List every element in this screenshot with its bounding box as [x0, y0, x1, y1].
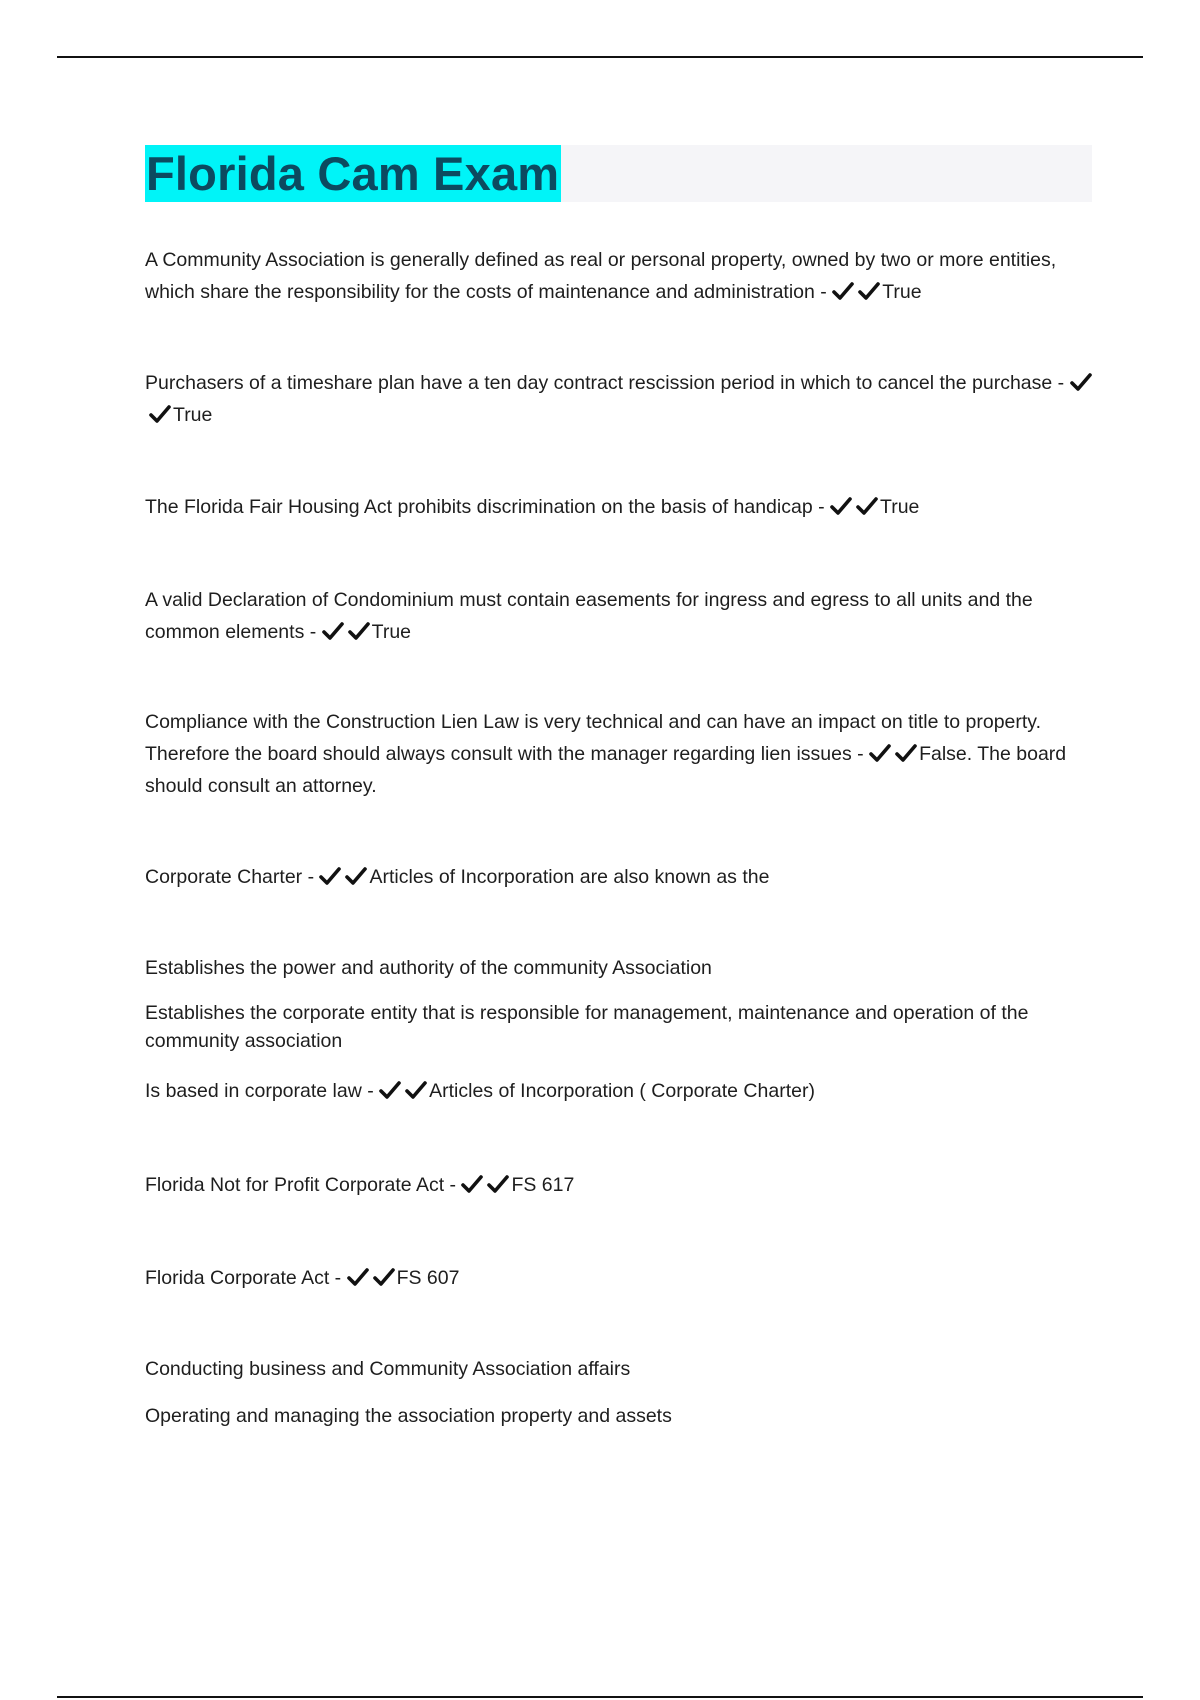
page-title: Florida Cam Exam [146, 147, 560, 200]
answer-text: True [880, 496, 920, 518]
qa-entry [145, 491, 1095, 523]
answer-text: True [173, 404, 213, 426]
question-text: The Florida Fair Housing Act prohibits discrimination on the basis of handicap - [145, 496, 831, 518]
checkmark-icon [322, 621, 344, 641]
checkmark-icon [1070, 372, 1092, 392]
qa-entry [145, 1169, 1095, 1201]
checkmark-icon [858, 281, 880, 301]
title-highlight [145, 145, 561, 202]
qa-entry [145, 706, 1095, 802]
answer-text: False. The board should consult an attorney. [145, 743, 1067, 797]
checkmark-icon [895, 743, 917, 763]
qa-entry [145, 584, 1095, 648]
answer-text: Articles of Incorporation are also known as the [369, 866, 770, 888]
answer-text: FS 617 [511, 1174, 575, 1196]
question-text: Purchasers of a timeshare plan have a ten day contract rescission period in which to cancel the purchase - [145, 372, 1070, 394]
answer-text: True [371, 621, 412, 643]
checkmark-icon [856, 496, 878, 516]
checkmark-icon [830, 496, 852, 516]
question-text: A Community Association is generally defined as real or personal property, owned by two or more entities, which share the responsibility for the costs of maintenance and administration - [145, 249, 1057, 303]
body-line: Establishes the power and authority of the community Association [145, 957, 712, 979]
qa-entry [145, 861, 1095, 893]
bottom-rule [57, 1696, 1143, 1698]
checkmark-icon [149, 404, 171, 424]
checkmark-icon [487, 1174, 509, 1194]
checkmark-icon [319, 866, 341, 886]
answer-text: Articles of Incorporation ( Corporate Charter) [429, 1080, 815, 1102]
question-text: Florida Not for Profit Corporate Act - [145, 1174, 462, 1196]
checkmark-icon [869, 743, 891, 763]
qa-entry [145, 1262, 1095, 1294]
checkmark-icon [832, 281, 854, 301]
checkmark-icon [461, 1174, 483, 1194]
question-text: Florida Corporate Act - [145, 1267, 347, 1289]
checkmark-icon [405, 1080, 427, 1100]
question-text: Is based in corporate law - [145, 1080, 380, 1102]
answer-text: True [882, 281, 922, 303]
body-line: Establishes the corporate entity that is responsible for management, maintenance and operation of the community association [145, 1002, 1029, 1052]
qa-entry [145, 244, 1095, 308]
qa-entry [145, 1075, 1095, 1107]
checkmark-icon [373, 1267, 395, 1287]
question-text: A valid Declaration of Condominium must contain easements for ingress and egress to all units and the common elements - [145, 589, 1033, 643]
top-rule [57, 56, 1143, 58]
checkmark-icon [347, 1267, 369, 1287]
qa-entry [145, 367, 1095, 431]
checkmark-icon [348, 621, 370, 641]
body-line: Operating and managing the association property and assets [145, 1405, 672, 1427]
checkmark-icon [379, 1080, 401, 1100]
question-text: Compliance with the Construction Lien Law is very technical and can have an impact on title to property. Therefore the board should always consult with the manager regarding lien issues - [145, 711, 1042, 765]
answer-text: FS 607 [396, 1267, 460, 1289]
body-line: Conducting business and Community Association affairs [145, 1358, 631, 1380]
question-text: Corporate Charter - [145, 866, 320, 888]
checkmark-icon [345, 866, 367, 886]
